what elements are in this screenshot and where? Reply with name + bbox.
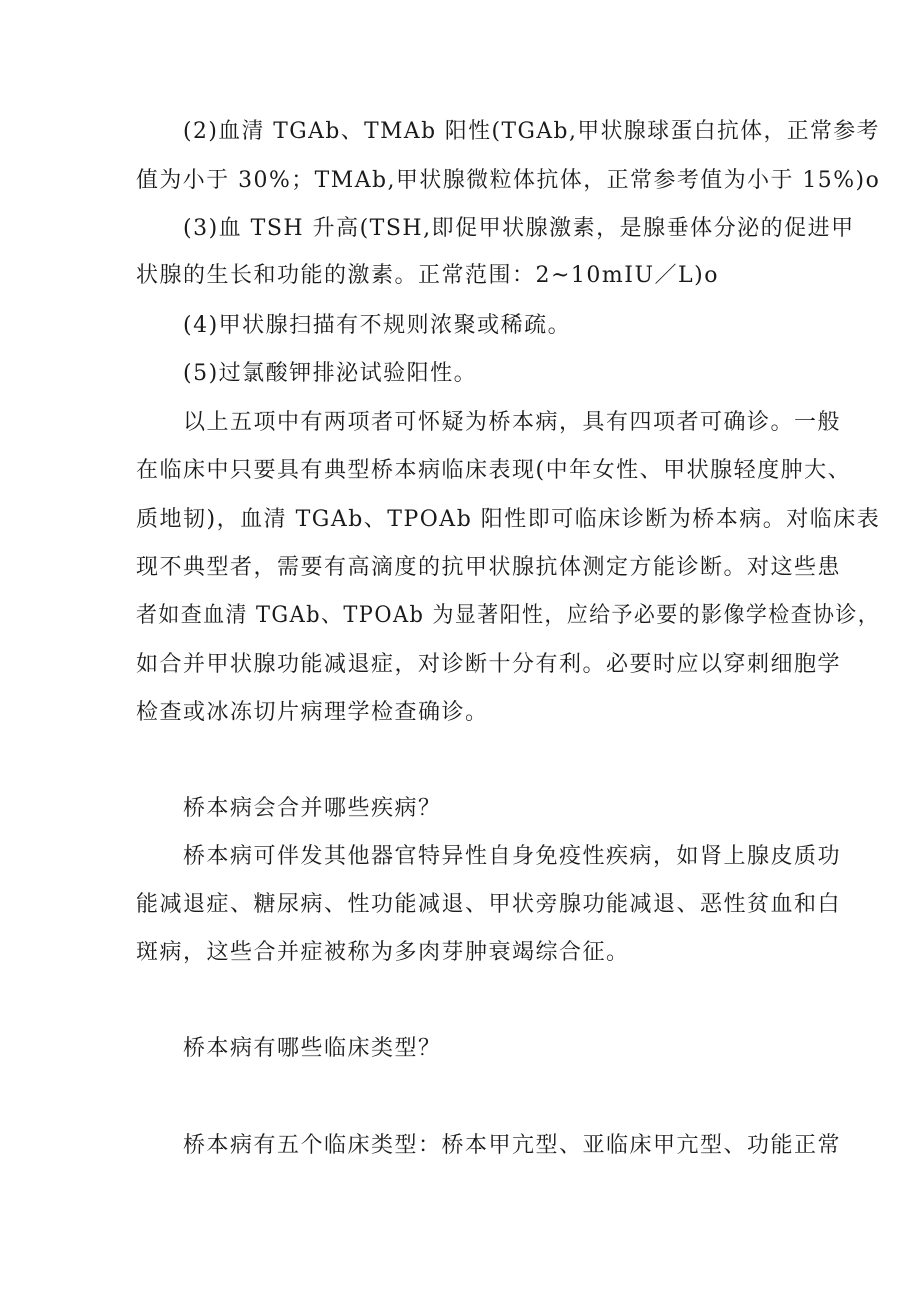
text-line-11: 者如查血清 TGAb、TPOAb 为显著阳性，应给予必要的影像学检查协诊，	[136, 603, 881, 628]
text-line-16: 斑病，这些合并症被称为多肉芽肿衰竭综合征。	[136, 940, 630, 965]
text-line-3: (3)血 TSH 升高(TSH,即促甲状腺激素，是腺垂体分泌的促进甲	[183, 216, 855, 241]
text-line-12: 如合并甲状腺功能减退症，对诊断十分有利。必要时应以穿刺细胞学	[136, 652, 842, 677]
text-line-6: (5)过氯酸钾排泌试验阳性。	[183, 361, 478, 386]
text-line-4: 状腺的生长和功能的激素。正常范围：2~10mIU／L)o	[136, 263, 719, 288]
text-line-14: 桥本病可伴发其他器官特异性自身免疫性疾病，如肾上腺皮质功	[183, 844, 842, 869]
text-line-13: 检查或冰冻切片病理学检查确诊。	[136, 700, 489, 725]
text-line-17: 桥本病有五个临床类型：桥本甲亢型、亚临床甲亢型、功能正常	[183, 1133, 842, 1158]
text-line-5: (4)甲状腺扫描有不规则浓聚或稀疏。	[183, 313, 572, 338]
text-line-1: (2)血清 TGAb、TMAb 阳性(TGAb,甲状腺球蛋白抗体，正常参考	[183, 119, 880, 144]
text-line-2: 值为小于 30%；TMAb,甲状腺微粒体抗体，正常参考值为小于 15%)o	[136, 168, 881, 193]
text-line-8: 在临床中只要具有典型桥本病临床表现(中年女性、甲状腺轻度肿大、	[136, 458, 852, 483]
section-heading-clinical-types: 桥本病有哪些临床类型？	[183, 1036, 442, 1061]
text-line-9: 质地韧)，血清 TGAb、TPOAb 阳性即可临床诊断为桥本病。对临床表	[136, 507, 881, 532]
text-line-10: 现不典型者，需要有高滴度的抗甲状腺抗体测定方能诊断。对这些患	[136, 555, 842, 580]
section-heading-complications: 桥本病会合并哪些疾病？	[183, 796, 442, 821]
text-line-7: 以上五项中有两项者可怀疑为桥本病，具有四项者可确诊。一般	[183, 410, 842, 435]
text-line-15: 能减退症、糖尿病、性功能减退、甲状旁腺功能减退、恶性贫血和白	[136, 892, 842, 917]
